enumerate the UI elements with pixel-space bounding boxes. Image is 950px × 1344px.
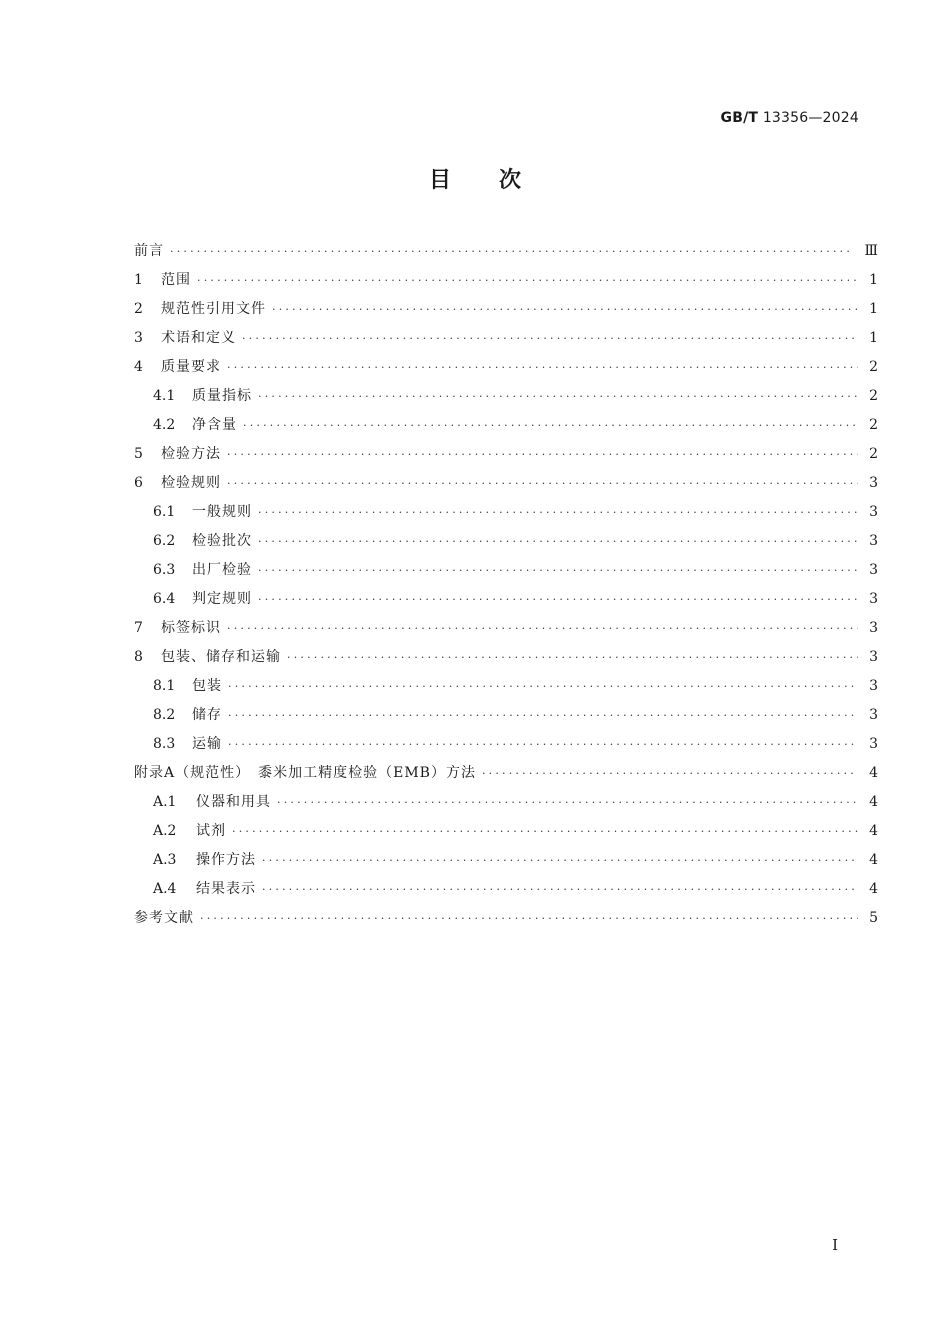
toc-entry[interactable] bbox=[134, 849, 878, 878]
toc-entry-number: 8.3 bbox=[153, 736, 176, 752]
toc-entry-number: 5 bbox=[134, 446, 143, 462]
toc-entry-number: 2 bbox=[134, 301, 143, 317]
toc-entry-label: 附录A（规范性） 黍米加工精度检验（EMB）方法 bbox=[134, 765, 476, 781]
toc-entry-number: A.2 bbox=[153, 823, 177, 839]
toc-entry-number: 8.1 bbox=[153, 678, 176, 694]
toc-entry-number: 6.1 bbox=[153, 504, 176, 520]
toc-entry-page: 2 bbox=[869, 359, 878, 375]
toc-leader-dots bbox=[232, 825, 858, 838]
toc-entry[interactable] bbox=[134, 762, 878, 791]
toc-entry-page: 1 bbox=[869, 272, 878, 288]
toc-entry-page: 3 bbox=[869, 620, 878, 636]
toc-entry-page: 4 bbox=[869, 823, 878, 839]
toc-entry-page: 3 bbox=[869, 707, 878, 723]
toc-entry-label: 标签标识 bbox=[161, 620, 221, 636]
toc-leader-dots bbox=[197, 274, 858, 287]
toc-entry-page: Ⅲ bbox=[864, 243, 878, 259]
toc-entry[interactable] bbox=[134, 443, 878, 472]
toc-entry-label: 结果表示 bbox=[196, 881, 256, 897]
toc-entry-number: 6.3 bbox=[153, 562, 176, 578]
toc-entry[interactable] bbox=[134, 733, 878, 762]
toc-entry[interactable] bbox=[134, 617, 878, 646]
toc-entry-number: 6.2 bbox=[153, 533, 176, 549]
toc-leader-dots bbox=[262, 854, 858, 867]
toc-entry[interactable] bbox=[134, 791, 878, 820]
toc-leader-dots bbox=[170, 245, 854, 258]
standard-number: 13356—2024 bbox=[758, 110, 859, 126]
toc-entry-number: 1 bbox=[134, 272, 143, 288]
toc-leader-dots bbox=[262, 883, 858, 896]
toc-leader-dots bbox=[258, 535, 858, 548]
toc-entry-label: 出厂检验 bbox=[192, 562, 252, 578]
toc-entry[interactable] bbox=[134, 820, 878, 849]
toc-entry-page: 4 bbox=[869, 765, 878, 781]
toc-entry-page: 3 bbox=[869, 475, 878, 491]
toc-leader-dots bbox=[228, 680, 858, 693]
toc-entry-label: 操作方法 bbox=[196, 852, 256, 868]
toc-entry-page: 2 bbox=[869, 417, 878, 433]
toc-leader-dots bbox=[272, 303, 858, 316]
toc-entry-page: 4 bbox=[869, 794, 878, 810]
toc-entry[interactable] bbox=[134, 385, 878, 414]
toc-entry[interactable] bbox=[134, 704, 878, 733]
toc-entry-page: 4 bbox=[869, 852, 878, 868]
toc-entry-label: 净含量 bbox=[192, 417, 237, 433]
toc-entry[interactable] bbox=[134, 878, 878, 907]
toc-leader-dots bbox=[227, 622, 858, 635]
toc-leader-dots bbox=[228, 738, 858, 751]
toc-entry-page: 3 bbox=[869, 736, 878, 752]
toc-entry-number: 4 bbox=[134, 359, 143, 375]
toc-leader-dots bbox=[227, 477, 858, 490]
toc-entry-number: 6 bbox=[134, 475, 143, 491]
toc-entry-label: 检验方法 bbox=[161, 446, 221, 462]
toc-entry-label: 范围 bbox=[161, 272, 191, 288]
toc-entry[interactable] bbox=[134, 530, 878, 559]
toc-entry[interactable] bbox=[134, 269, 878, 298]
toc-entry[interactable] bbox=[134, 240, 878, 269]
toc-entry-number: 8.2 bbox=[153, 707, 176, 723]
toc-entry-page: 4 bbox=[869, 881, 878, 897]
toc-entry[interactable] bbox=[134, 327, 878, 356]
toc-entry-number: 3 bbox=[134, 330, 143, 346]
toc-entry-page: 2 bbox=[869, 446, 878, 462]
toc-entry-number: 4.2 bbox=[153, 417, 176, 433]
standard-prefix: GB/T bbox=[720, 110, 759, 126]
toc-entry[interactable] bbox=[134, 472, 878, 501]
toc-entry[interactable] bbox=[134, 675, 878, 704]
toc-entry-number: A.3 bbox=[153, 852, 177, 868]
toc-entry-label: 检验规则 bbox=[161, 475, 221, 491]
toc-entry-page: 2 bbox=[869, 388, 878, 404]
toc-entry[interactable] bbox=[134, 501, 878, 530]
toc-entry-number: A.1 bbox=[153, 794, 177, 810]
toc-entry[interactable] bbox=[134, 907, 878, 936]
toc-entry-page: 3 bbox=[869, 562, 878, 578]
toc-entry-label: 判定规则 bbox=[192, 591, 252, 607]
toc-entry-label: 术语和定义 bbox=[161, 330, 236, 346]
page-title: 目次 bbox=[428, 168, 569, 193]
toc-entry-label: 规范性引用文件 bbox=[161, 301, 266, 317]
toc-entry-label: 前言 bbox=[134, 243, 164, 259]
toc-leader-dots bbox=[482, 767, 858, 780]
toc-entry-label: 检验批次 bbox=[192, 533, 252, 549]
table-of-contents bbox=[134, 240, 878, 936]
toc-entry-number: A.4 bbox=[153, 881, 177, 897]
toc-entry-number: 6.4 bbox=[153, 591, 176, 607]
toc-entry-page: 3 bbox=[869, 591, 878, 607]
toc-entry-label: 质量要求 bbox=[161, 359, 221, 375]
toc-leader-dots bbox=[228, 709, 858, 722]
toc-leader-dots bbox=[258, 390, 858, 403]
standard-code bbox=[721, 110, 859, 126]
toc-entry-label: 运输 bbox=[192, 736, 222, 752]
toc-entry[interactable] bbox=[134, 414, 878, 443]
toc-entry-page: 3 bbox=[869, 533, 878, 549]
toc-leader-dots bbox=[242, 332, 858, 345]
toc-entry-number: 4.1 bbox=[153, 388, 176, 404]
toc-leader-dots bbox=[258, 506, 858, 519]
toc-entry[interactable] bbox=[134, 559, 878, 588]
toc-entry-label: 包装 bbox=[192, 678, 222, 694]
toc-entry-page: 1 bbox=[869, 330, 878, 346]
toc-entry-label: 一般规则 bbox=[192, 504, 252, 520]
toc-entry-page: 5 bbox=[869, 910, 878, 926]
toc-entry[interactable] bbox=[134, 646, 878, 675]
toc-entry[interactable] bbox=[134, 356, 878, 385]
toc-entry-label: 质量指标 bbox=[192, 388, 252, 404]
toc-leader-dots bbox=[243, 419, 858, 432]
toc-leader-dots bbox=[287, 651, 858, 664]
toc-entry-page: 3 bbox=[869, 504, 878, 520]
toc-leader-dots bbox=[258, 564, 858, 577]
toc-entry-page: 3 bbox=[869, 649, 878, 665]
toc-entry-number: 7 bbox=[134, 620, 143, 636]
toc-entry-label: 参考文献 bbox=[134, 910, 194, 926]
toc-entry[interactable] bbox=[134, 588, 878, 617]
toc-entry-page: 3 bbox=[869, 678, 878, 694]
toc-entry-label: 仪器和用具 bbox=[196, 794, 271, 810]
toc-leader-dots bbox=[200, 912, 858, 925]
toc-entry-label: 试剂 bbox=[196, 823, 226, 839]
toc-leader-dots bbox=[227, 361, 858, 374]
page-number: Ⅰ bbox=[832, 1236, 838, 1254]
toc-leader-dots bbox=[258, 593, 858, 606]
toc-entry-label: 储存 bbox=[192, 707, 222, 723]
toc-entry-label: 包装、储存和运输 bbox=[161, 649, 281, 665]
toc-leader-dots bbox=[277, 796, 858, 809]
toc-leader-dots bbox=[227, 448, 858, 461]
toc-entry-page: 1 bbox=[869, 301, 878, 317]
toc-entry-number: 8 bbox=[134, 649, 143, 665]
toc-entry[interactable] bbox=[134, 298, 878, 327]
